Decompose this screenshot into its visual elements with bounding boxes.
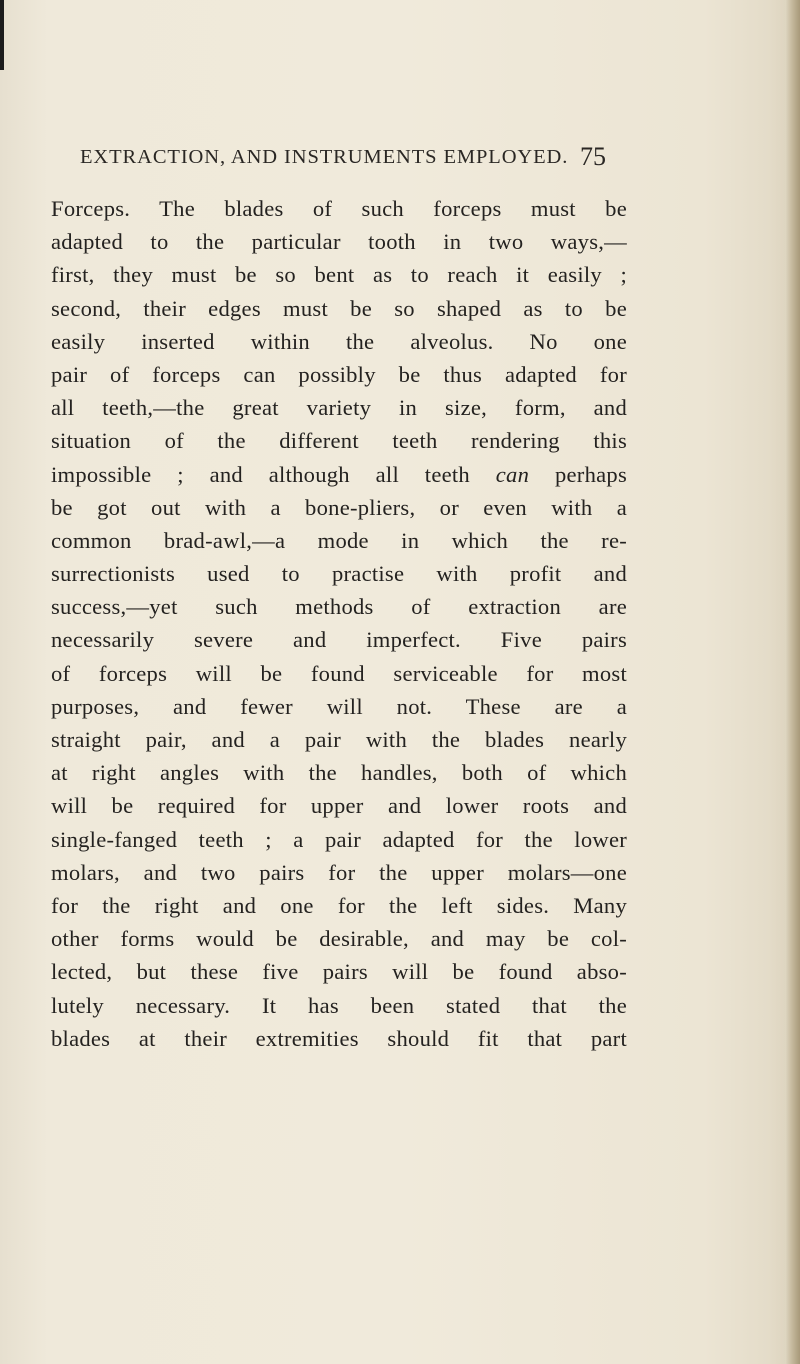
text-segment: first, they must be so bent as to reach it easily ; [51,262,627,288]
text-segment: single-fanged teeth ; a pair adapted for the lower [51,826,627,852]
text-segment: necessarily severe and imperfect. Five pairs [51,627,627,653]
page-number: 75 [580,142,606,171]
text-segment: adapted to the particular tooth in two ways,— [51,229,627,255]
text-segment: situation of the different teeth rendering this [51,428,627,454]
text-line [51,889,627,922]
text-segment: will be required for upper and lower roots and [51,793,627,819]
text-segment: molars, and two pairs for the upper molars—one [51,859,627,885]
text-segment: impossible ; and although all teeth [51,461,496,487]
text-line [51,955,627,988]
text-segment: success,—yet such methods of extraction are [51,594,627,620]
text-segment: second, their edges must be so shaped as to be [51,295,627,321]
text-line [51,524,627,557]
text-line [51,590,627,623]
page-gutter-edge [785,0,800,1364]
running-head-title: EXTRACTION, AND INSTRUMENTS EMPLOYED. [80,146,569,168]
text-line [51,458,627,491]
text-segment: lutely necessary. It has been stated that the [51,992,627,1018]
text-line [51,424,627,457]
text-segment: of forceps will be found serviceable for most [51,660,627,686]
text-line [51,989,627,1022]
text-segment: straight pair, and a pair with the blades nearly [51,727,627,752]
text-line [51,789,627,822]
text-segment: easily inserted within the alveolus. No one [51,328,627,354]
text-line [51,623,627,656]
text-line [51,823,627,856]
text-segment: common brad-awl,—a mode in which the re- [51,527,627,553]
text-line [51,391,627,424]
text-line [51,358,627,391]
text-line [51,1022,627,1055]
text-line [51,325,627,358]
text-line [51,557,627,590]
text-segment: purposes, and fewer will not. These are a [51,693,627,719]
text-segment: for the right and one for the left sides. Many [51,892,627,918]
text-segment: perhaps [529,461,627,487]
body-text [51,192,627,1055]
text-segment: all teeth,—the great variety in size, form, and [51,395,627,421]
text-line [51,225,627,258]
text-line [51,756,627,789]
text-line [51,292,627,325]
text-line [51,258,627,291]
running-head [80,137,640,177]
text-segment: other forms would be desirable, and may be col- [51,926,627,952]
text-line [51,657,627,690]
text-line [51,491,627,524]
text-line [51,856,627,889]
text-line [51,690,627,723]
text-segment: blades at their extremities should fit that part [51,1025,627,1051]
text-segment: Forceps. The blades of such forceps must be [51,196,627,221]
text-line [51,192,627,225]
text-segment: pair of forceps can possibly be thus adapted for [51,361,627,387]
text-segment: be got out with a bone-pliers, or even with a [51,494,627,520]
scan-left-edge [0,0,4,70]
italic-emphasis: can [495,461,530,487]
text-segment: lected, but these five pairs will be found abso- [51,959,627,985]
text-segment: surrectionists used to practise with profit and [51,561,627,587]
text-line [51,922,627,955]
text-line [51,723,627,756]
text-segment: at right angles with the handles, both of which [51,760,627,786]
